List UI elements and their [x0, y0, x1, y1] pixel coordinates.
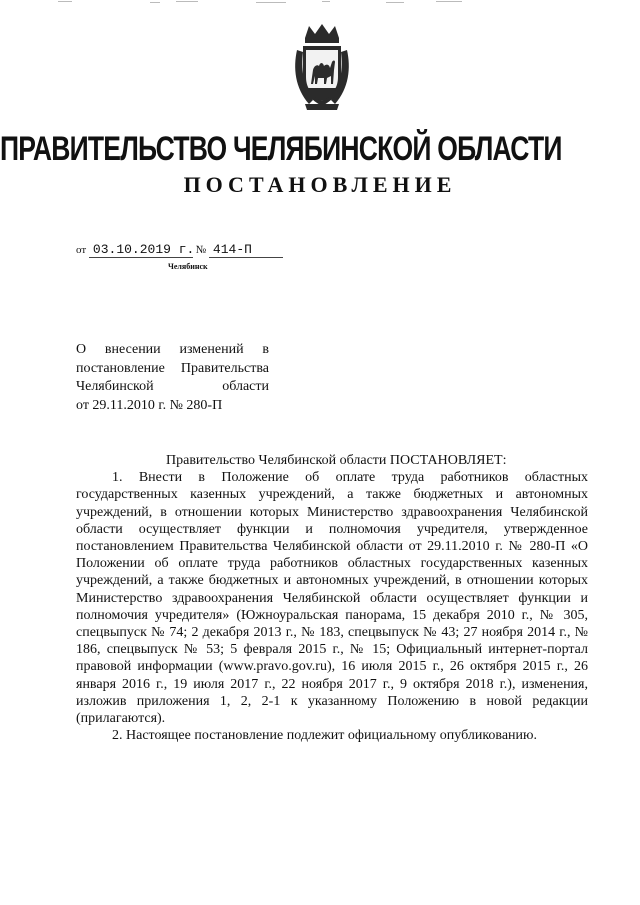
subject-line: постановление Правительства	[76, 360, 269, 376]
paragraph-item-1: 1. Внести в Положение об оплате труда работников областных государственных казенных учреждений, а также бюджетных и автономных учреждений, в отношении которых Министерство здравоохранения Челябинской области осуществляет функции и полномочия учредителя, утвержденное постановлением Правительства Челябинской области от 29.11.2010 г. № 280-П «О Положении об оплате труда работников областных государственных казенных учреждений, а также бюджетных и автономных учреждений, в отношении которых Министерство здравоохранения Челябинской области осуществляет функции и полномочия учредителя» (Южноуральская панорама, 15 декабря 2010 г., № 305, спецвыпуск № 74; 2 декабря 2013 г., № 183, спецвыпуск № 43; 27 ноября 2014 г., № 186, спецвыпуск № 53; 5 февраля 2015 г., № 15; Официальный интернет-портал правовой информации (www.pravo.gov.ru), 16 июля 2015 г., 26 октября 2015 г., 26 января 2016 г., 19 июля 2017 г., 22 ноября 2017 г., 9 октября 2018 г.), изменения, изложив приложения 1, 2, 2-1 к указанному Положению в новой редакции (прилагаются).	[76, 470, 588, 727]
document-date: 03.10.2019 г.	[89, 242, 193, 258]
subject-line: Челябинской области	[76, 379, 269, 394]
coat-of-arms-icon	[291, 22, 353, 112]
scan-artifacts	[0, 0, 640, 6]
document-type: ПОСТАНОВЛЕНИЕ	[183, 172, 457, 197]
decree-statement: Правительство Челябинской области ПОСТАНОВЛЯЕТ:	[166, 453, 507, 468]
subject-line: от 29.11.2010 г. № 280-П	[76, 397, 223, 413]
paragraph-item-2: 2. Настоящее постановление подлежит официальному опубликованию.	[112, 728, 537, 744]
document-number: 414-П	[209, 242, 283, 258]
number-label: №	[195, 244, 207, 256]
document-body	[76, 452, 588, 744]
document-subject	[76, 341, 269, 415]
subject-line: О внесении изменений в	[76, 342, 269, 357]
government-title: ПРАВИТЕЛЬСТВО ЧЕЛЯБИНСКОЙ ОБЛАСТИ	[0, 130, 562, 168]
date-label: от	[76, 244, 87, 256]
document-meta	[76, 242, 283, 258]
city-name: Челябинск	[168, 262, 208, 271]
